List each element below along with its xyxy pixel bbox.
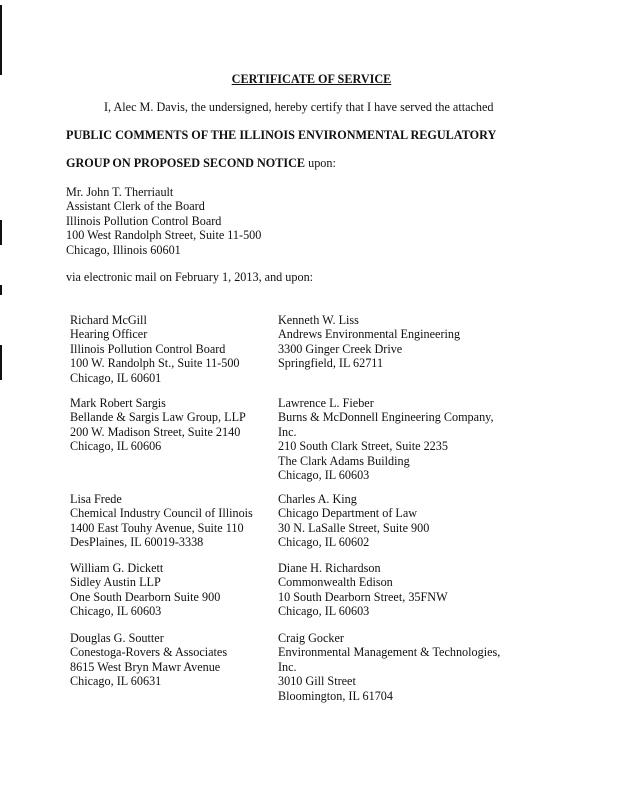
entry-line: 3010 Gill Street bbox=[278, 674, 356, 689]
entry-line: Inc. bbox=[278, 659, 297, 674]
address-line: Assistant Clerk of the Board bbox=[66, 199, 205, 214]
service-method-statement: via electronic mail on February 1, 2013, and upon: bbox=[66, 270, 314, 284]
entry-line: Chicago, IL 60602 bbox=[278, 535, 370, 550]
scan-edge-mark bbox=[0, 345, 2, 380]
scan-edge-mark bbox=[0, 285, 2, 295]
scan-edge-mark bbox=[0, 220, 2, 245]
entry-line: The Clark Adams Building bbox=[278, 453, 410, 468]
service-list-entry bbox=[278, 561, 528, 619]
entry-line: Charles A. King bbox=[278, 492, 357, 506]
scan-edge-mark bbox=[0, 5, 2, 75]
entry-line: Commonwealth Edison bbox=[278, 575, 393, 590]
service-list-entry bbox=[278, 313, 528, 371]
entry-line: 100 W. Randolph St., Suite 11-500 bbox=[70, 356, 240, 371]
entry-line: Illinois Pollution Control Board bbox=[70, 341, 226, 356]
entry-line: Douglas G. Soutter bbox=[70, 631, 164, 645]
document-title-line-2-text: GROUP ON PROPOSED SECOND NOTICE bbox=[66, 156, 306, 170]
certificate-title: CERTIFICATE OF SERVICE bbox=[231, 72, 392, 86]
entry-line: Diane H. Richardson bbox=[278, 561, 381, 575]
entry-line: Chicago, IL 60601 bbox=[70, 370, 162, 385]
entry-line: Conestoga-Rovers & Associates bbox=[70, 645, 228, 660]
entry-line: Chicago, IL 60603 bbox=[278, 604, 370, 619]
document-title-tail: upon: bbox=[305, 156, 336, 170]
primary-recipient-address bbox=[66, 185, 366, 257]
address-line: Illinois Pollution Control Board bbox=[66, 213, 222, 228]
entry-line: Inc. bbox=[278, 424, 297, 439]
entry-line: Chemical Industry Council of Illinois bbox=[70, 506, 253, 521]
entry-line: Andrews Environmental Engineering bbox=[278, 327, 461, 342]
entry-line: Kenneth W. Liss bbox=[278, 313, 359, 327]
entry-line: Lawrence L. Fieber bbox=[278, 396, 374, 410]
entry-line: 10 South Dearborn Street, 35FNW bbox=[278, 589, 448, 604]
address-line: Mr. John T. Therriault bbox=[66, 185, 174, 199]
entry-line: Lisa Frede bbox=[70, 492, 122, 506]
service-list-entry bbox=[278, 631, 528, 703]
entry-line: Chicago, IL 60603 bbox=[70, 604, 162, 619]
certification-statement: I, Alec M. Davis, the undersigned, hereby certify that I have served the attached bbox=[104, 100, 494, 114]
entry-line: Hearing Officer bbox=[70, 327, 148, 342]
entry-line: Sidley Austin LLP bbox=[70, 575, 161, 590]
entry-line: Bloomington, IL 61704 bbox=[278, 688, 393, 703]
entry-line: Springfield, IL 62711 bbox=[278, 356, 384, 371]
entry-line: DesPlaines, IL 60019-3338 bbox=[70, 535, 204, 550]
document-title-line-1: PUBLIC COMMENTS OF THE ILLINOIS ENVIRONMENTAL REGULATORY bbox=[66, 128, 497, 142]
entry-line: Chicago, IL 60603 bbox=[278, 468, 370, 483]
entry-line: Chicago Department of Law bbox=[278, 506, 418, 521]
entry-line: Environmental Management & Technologies, bbox=[278, 645, 501, 660]
entry-line: Bellande & Sargis Law Group, LLP bbox=[70, 410, 246, 425]
entry-line: 8615 West Bryn Mawr Avenue bbox=[70, 659, 221, 674]
address-line: 100 West Randolph Street, Suite 11-500 bbox=[66, 228, 262, 243]
entry-line: 30 N. LaSalle Street, Suite 900 bbox=[278, 520, 430, 535]
address-line: Chicago, Illinois 60601 bbox=[66, 242, 181, 257]
entry-line: 200 W. Madison Street, Suite 2140 bbox=[70, 424, 241, 439]
entry-line: Richard McGill bbox=[70, 313, 147, 327]
entry-line: Craig Gocker bbox=[278, 631, 344, 645]
entry-line: Mark Robert Sargis bbox=[70, 396, 166, 410]
entry-line: 210 South Clark Street, Suite 2235 bbox=[278, 439, 448, 454]
entry-line: Chicago, IL 60631 bbox=[70, 674, 162, 689]
service-list-entry bbox=[278, 492, 528, 550]
entry-line: 1400 East Touhy Avenue, Suite 110 bbox=[70, 520, 244, 535]
entry-line: 3300 Ginger Creek Drive bbox=[278, 341, 403, 356]
entry-line: William G. Dickett bbox=[70, 561, 164, 575]
document-title-line-2 bbox=[66, 156, 606, 170]
entry-line: One South Dearborn Suite 900 bbox=[70, 589, 221, 604]
service-list-entry bbox=[278, 396, 528, 482]
entry-line: Burns & McDonnell Engineering Company, bbox=[278, 410, 494, 425]
entry-line: Chicago, IL 60606 bbox=[70, 439, 162, 454]
